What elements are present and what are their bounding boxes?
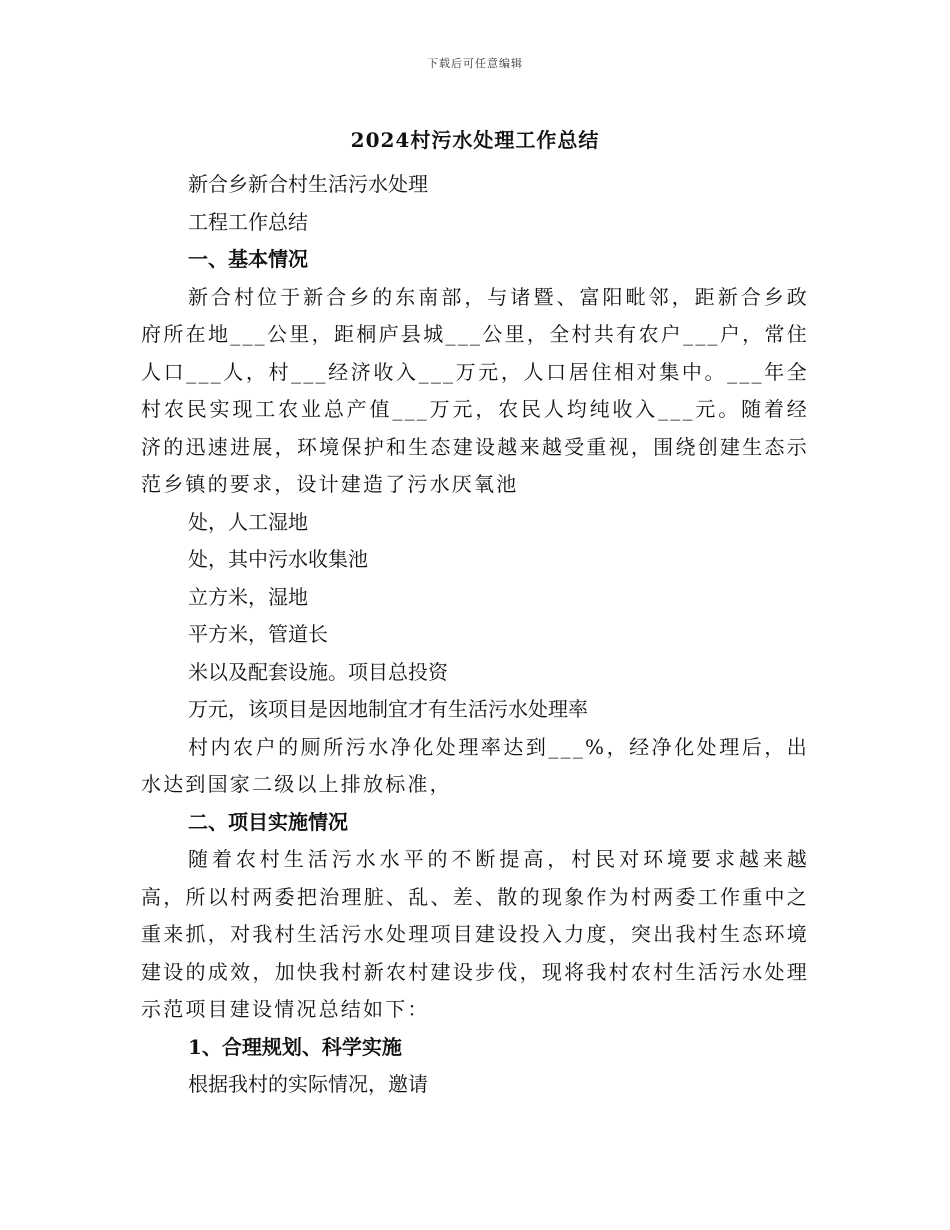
subtitle-line-2: 工程工作总结 [188,209,308,234]
text-line-5: 立方米，湿地 [188,584,308,609]
subtitle-line-1: 新合乡新合村生活污水处理 [188,172,428,196]
text-line-6: 平方米，管道长 [188,622,328,646]
section-heading-1: 一、基本情况 [188,247,308,271]
paragraph-implementation: 随着农村生活污水水平的不断提高，村民对环境要求越来越高，所以村两委把治理脏、乱、差、散的现象作为村两委工作重中之重来抓，对我村生活污水处理项目建设投入力度，突出我村生态环境建设的成效，加快我村新农村建设步伐，现将我村农村生活污水处理示范项目建设情况总结如下： [141,847,809,1021]
text-line-3: 处，人工湿地 [188,509,308,534]
text-line-8: 万元，该项目是因地制宜才有生活污水处理率 [188,697,588,721]
text-line-7: 米以及配套设施。项目总投资 [188,659,448,684]
section-heading-2: 二、项目实施情况 [188,809,348,834]
header-note: 下载后可任意编辑 [427,57,523,70]
paragraph-treatment-rate: 村内农户的厕所污水净化处理率达到___%，经净化处理后，出水达到国家二级以上排放标准， [141,734,809,796]
text-line-9: 根据我村的实际情况，邀请 [188,1072,428,1096]
text-line-4: 处，其中污水收集池 [188,547,368,571]
document-body [141,166,809,1104]
subsection-heading-1: 1、合理规划、科学实施 [188,1034,402,1059]
paragraph-basic-situation: 新合村位于新合乡的东南部，与诸暨、富阳毗邻，距新合乡政府所在地___公里，距桐庐县城___公里，全村共有农户___户，常住人口___人，村___经济收入___万元，人口居住相对集中。___年全村农民实现工农业总产值___万元，农民人均纯收入___元。随着经济的迅速进展，环境保护和生态建设越来越受重视，围绕创建生态示范乡镇的要求，设计建造了污水厌氧池 [141,284,809,496]
document-title: 2024村污水处理工作总结 [350,128,600,152]
